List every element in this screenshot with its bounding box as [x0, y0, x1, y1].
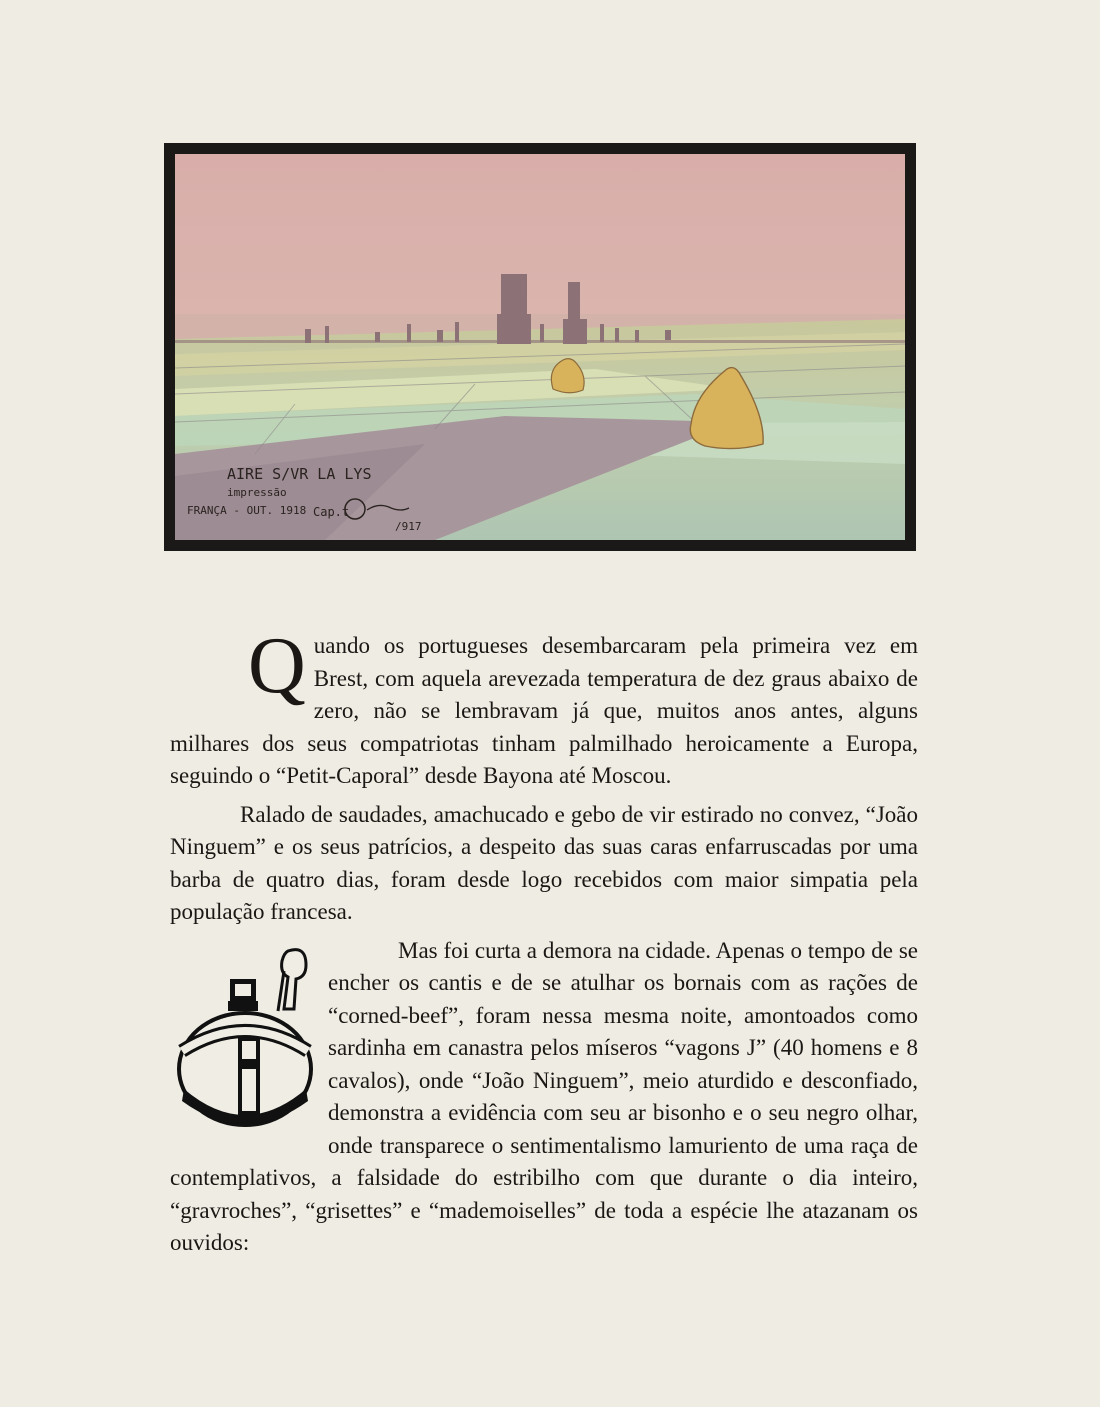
paragraph-3-text: Mas foi curta a demora na cidade. Apenas o tempo de se encher os cantis e de se atulhar os bornais com as rações de “corned-beef”, foram nessa mesma noite, amontoados como sardinha em canastra pelos míseros “vagons J” (40 homens e 8 cavalos), onde “João Ninguem”, meio aturdido e desconfiado, demonstra a evidência com seu ar bisonho e o seu negro olhar, onde transparece o sentimentalismo lamuriento de uma raça de contemplativos, a falsidade do estribilho com que durante o dia inteiro, “gravroches”, “grisettes” e “mademoiselles” de toda a espécie lhe atazanam os ouvidos: — [170, 937, 918, 1255]
drop-cap: Q — [248, 622, 306, 710]
canteen-icon — [170, 941, 320, 1131]
inscription-line-3: FRANÇA - OUT. 1918 — [187, 504, 307, 517]
body-text — [170, 622, 918, 1260]
inscription-line-1: AIRE S/VR LA LYS — [227, 465, 372, 483]
inscription-signature: Cap.t — [313, 505, 350, 519]
paragraph-1-text: uando os portugueses desembarcaram pela primeira vez em Brest, com aquela arevezada temperatura de dez graus abaixo de zero, não se lembravam já que, muitos anos antes, alguns milhares dos seus compatriotas tinham palmilhado heroicamente a Europa, seguindo o “Petit-Caporal” desde Bayona até Moscou. — [170, 633, 918, 788]
landscape-illustration — [175, 154, 905, 540]
inscription-line-2: impressão — [227, 486, 287, 499]
paragraph-3 — [170, 935, 918, 1260]
paragraph-2: Ralado de saudades, amachucado e gebo de vir estirado no convez, “João Ninguem” e os seus patrícios, a despeito das suas caras enfarruscadas por uma barba de quatro dias, foram desde logo recebidos com maior simpatia pela população francesa. — [170, 801, 918, 924]
illustration-plate — [164, 143, 916, 551]
inscription-year: /917 — [395, 520, 422, 533]
paragraph-1 — [170, 622, 918, 793]
